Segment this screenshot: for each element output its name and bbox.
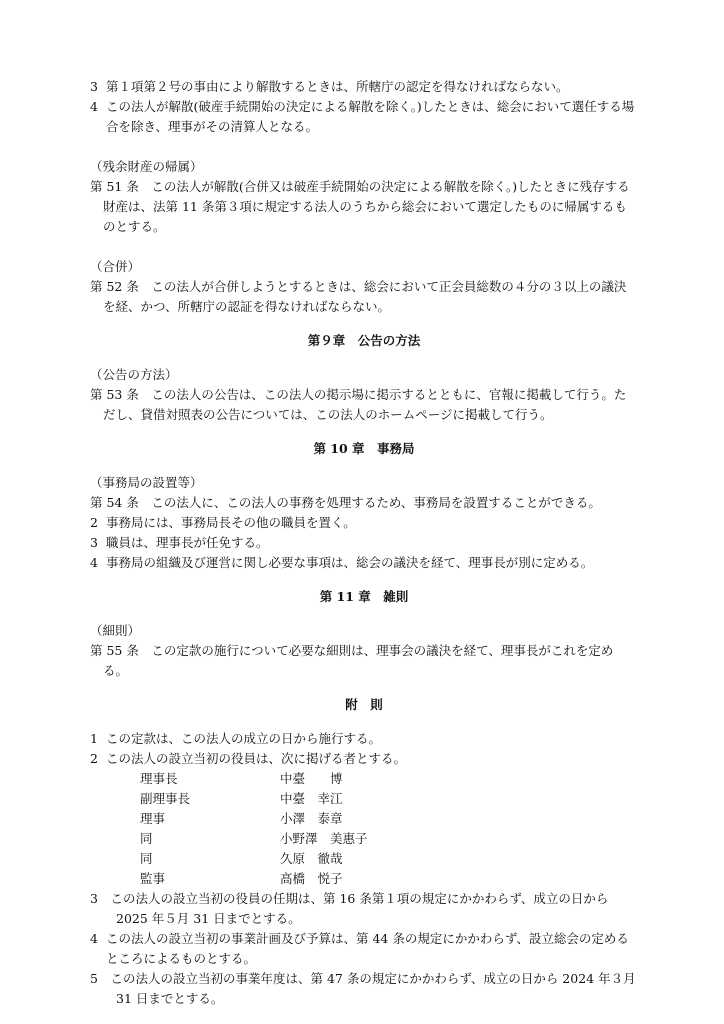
chapter-heading-9: 第９章 公告の方法 [307,333,421,348]
article-caption: （合併） [90,259,141,274]
paragraph-text: 事務局には、事務局長その他の職員を置く。 [106,515,356,530]
officer-role: 理事長 [140,771,178,786]
officer-name: 小澤 泰章 [280,811,343,826]
article-number: 第 51 条 [90,179,139,194]
paragraph-number: 4 [90,555,98,570]
item-text: この定款は、この法人の成立の日から施行する。 [106,731,382,746]
paragraph-number: 3 [90,79,98,94]
officer-row [140,849,638,869]
paragraph-text: 第１項第２号の事由により解散するときは、所轄庁の認定を得なければならない。 [106,79,569,94]
paragraph-54-2 [90,513,638,533]
officer-role: 副理事長 [140,791,191,806]
article-number: 第 53 条 [90,387,139,402]
paragraph-text: この法人が解散(破産手続開始の決定による解散を除く。)したときは、総会において選任する場合を除き、理事がその清算人となる。 [106,99,635,134]
officer-row [140,829,638,849]
officer-role: 同 [140,831,153,846]
officer-name: 久原 徹哉 [280,851,343,866]
document-page [90,77,638,1009]
article-caption: （残余財産の帰属） [90,159,203,174]
officer-row [140,869,638,889]
paragraph-number: 3 [90,535,98,550]
article-55 [90,641,638,681]
officer-row [140,809,638,829]
item-text: この法人の設立当初の役員は、次に掲げる者とする。 [106,751,407,766]
article-caption: （公告の方法） [90,367,178,382]
officer-name: 中臺 幸江 [280,791,343,806]
article-caption: （事務局の設置等） [90,475,203,490]
item-number: 1 [90,731,98,746]
article-text: この法人に、この法人の事務を処理するため、事務局を設置することができる。 [151,495,601,510]
item-text: この法人の設立当初の事業年度は、第 47 条の規定にかかわらず、成立の日から 2024 年３月 31 日までとする。 [110,971,636,1006]
paragraph-text: 事務局の組織及び運営に関し必要な事項は、総会の議決を経て、理事長が別に定める。 [106,555,594,570]
paragraph-54-3 [90,533,638,553]
paragraph-number: 4 [90,99,98,114]
article-52 [90,277,638,317]
paragraph-text: 職員は、理事長が任免する。 [106,535,269,550]
article-number: 第 54 条 [90,495,139,510]
item-number: 5 [90,971,98,986]
article-text: この法人が合併しようとするときは、総会において正会員総数の４分の３以上の議決を経、かつ、所轄庁の認証を得なければならない。 [103,279,627,314]
supplementary-item-1 [90,729,638,749]
supplementary-provisions-heading: 附 則 [345,697,383,712]
article-51 [90,177,638,237]
item-number: 2 [90,751,98,766]
article-53 [90,385,638,425]
item-number: 3 [90,891,98,906]
paragraph-50-4 [90,97,638,137]
supplementary-item-5 [90,969,638,1009]
item-text: この法人の設立当初の事業計画及び予算は、第 44 条の規定にかかわらず、設立総会の定めるところによるものとする。 [106,931,629,966]
supplementary-item-4 [90,929,638,969]
chapter-heading-11: 第 11 章 雑則 [319,589,409,604]
chapter-heading-10: 第 10 章 事務局 [313,441,415,456]
article-54 [90,493,638,513]
officer-row [140,769,638,789]
paragraph-50-3 [90,77,638,97]
article-number: 第 52 条 [90,279,139,294]
supplementary-item-2 [90,749,638,769]
paragraph-54-4 [90,553,638,573]
article-text: この法人が解散(合併又は破産手続開始の決定による解散を除く。)したときに残存する財産は、法第 11 条第３項に規定する法人のうちから総会において選定したものに帰属するものとする。 [103,179,630,234]
article-number: 第 55 条 [90,643,139,658]
article-text: この法人の公告は、この法人の掲示場に掲示するとともに、官報に掲載して行う。ただし、貸借対照表の公告については、この法人のホームページに掲載して行う。 [103,387,627,422]
officer-role: 理事 [140,811,166,826]
paragraph-number: 2 [90,515,98,530]
item-number: 4 [90,931,98,946]
officer-row [140,789,638,809]
officer-name: 中臺 博 [280,771,343,786]
article-text: この定款の施行について必要な細則は、理事会の議決を経て、理事長がこれを定める。 [103,643,614,678]
officer-role: 監事 [140,871,166,886]
article-caption: （細則） [90,623,141,638]
officer-name: 高橋 悦子 [280,871,343,886]
supplementary-item-3 [90,889,638,929]
officer-list [140,769,638,889]
officer-role: 同 [140,851,153,866]
officer-name: 小野澤 美惠子 [280,831,368,846]
item-text: この法人の設立当初の役員の任期は、第 16 条第１項の規定にかかわらず、成立の日から 2025 年５月 31 日までとする。 [110,891,609,926]
